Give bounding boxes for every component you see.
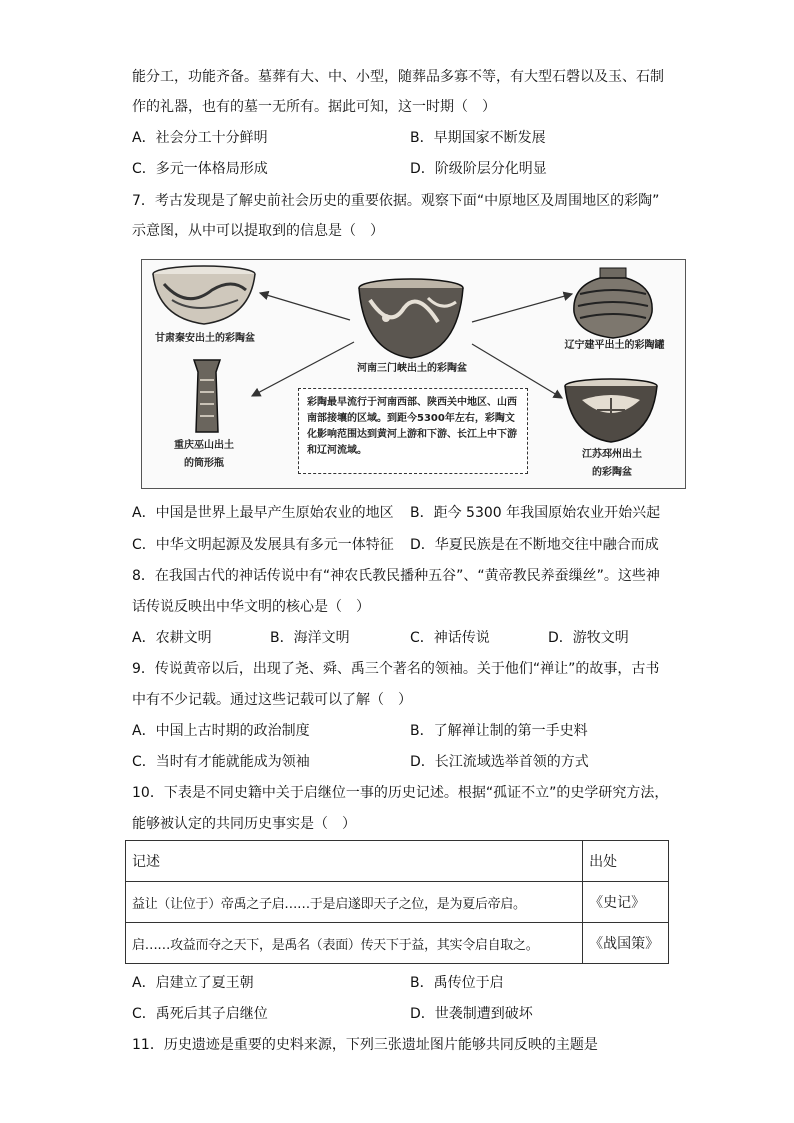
q6-line-2: 作的礼器，也有的墓一无所有。据此可知，这一时期（ ）: [132, 99, 496, 115]
q9-line-2: 中有不少记载。通过这些记载可以了解（ ）: [132, 692, 412, 708]
caption-jiangsu-1: 江苏邳州出土: [582, 449, 642, 460]
q8-option-b: B．海洋文明: [270, 630, 350, 646]
q10-option-c: C．禹死后其子启继位: [132, 1006, 268, 1022]
table-cell-record: 启……攻益而夺之天下，是禹名（表面）传天下于益，其实令启自取之。: [126, 923, 583, 964]
q8-line-2: 话传说反映出中华文明的核心是（ ）: [132, 599, 370, 615]
q9-option-a: A．中国上古时期的政治制度: [132, 723, 310, 739]
q8-option-a: A．农耕文明: [132, 630, 212, 646]
q6-option-b: B．早期国家不断发展: [410, 130, 546, 146]
caption-henan: 河南三门峡出土的彩陶盆: [357, 363, 467, 374]
q10-line-1: 10．下表是不同史籍中关于启继位一事的历史记述。根据“孤证不立”的史学研究方法，: [132, 785, 669, 801]
caption-gansu: 甘肃秦安出土的彩陶盆: [155, 333, 255, 344]
q7-option-d: D．华夏民族是在不断地交往中融合而成: [410, 537, 659, 553]
q9-line-1: 9．传说黄帝以后，出现了尧、舜、禹三个著名的领袖。关于他们“禅让”的故事，古书: [132, 661, 660, 677]
table-header-row: [126, 841, 669, 882]
q6-option-c: C．多元一体格局形成: [132, 161, 268, 177]
sources-table: [125, 840, 669, 964]
q8-option-d: D．游牧文明: [548, 630, 629, 646]
gansu-bowl-image: [153, 266, 255, 324]
table-header-record: 记述: [126, 841, 583, 882]
caption-chongqing-2: 的筒形瓶: [184, 458, 224, 469]
chongqing-vase-image: [194, 360, 220, 432]
table-row: [126, 923, 669, 964]
caption-chongqing-1: 重庆巫山出土: [174, 440, 234, 451]
q9-option-d: D．长江流域选举首领的方式: [410, 754, 589, 770]
q9-option-c: C．当时有才能就能成为领袖: [132, 754, 310, 770]
jiangsu-bowl-image: [565, 379, 657, 442]
arrow-to-gansu: [260, 293, 350, 320]
q8-line-1: 8．在我国古代的神话传说中有“神农氏教民播种五谷”、“黄帝教民养蚕缫丝”。这些神: [132, 568, 660, 584]
q11-line-1: 11．历史遗迹是重要的史料来源，下列三张遗址图片能够共同反映的主题是: [132, 1037, 598, 1053]
q7-option-b: B．距今 5300 年我国原始农业开始兴起: [410, 505, 661, 521]
q7-line-1: 7．考古发现是了解史前社会历史的重要依据。观察下面“中原地区及周围地区的彩陶”: [132, 193, 660, 209]
painted-pottery-figure: [141, 259, 686, 489]
table-cell-source: 《战国策》: [583, 923, 669, 964]
pottery-info-box: 彩陶最早流行于河南西部、陕西关中地区、山西南部接壤的区域。到距今5300年左右，彩陶文化影响范围达到黄河上游和下游、长江上中下游和辽河流域。: [298, 388, 528, 474]
q10-option-a: A．启建立了夏王朝: [132, 975, 254, 991]
q6-option-a: A．社会分工十分鲜明: [132, 130, 268, 146]
table-cell-source: 《史记》: [583, 882, 669, 923]
table-row: [126, 882, 669, 923]
q10-line-2: 能够被认定的共同历史事实是（ ）: [132, 816, 356, 832]
q8-option-c: C．神话传说: [410, 630, 490, 646]
q6-option-d: D．阶级阶层分化明显: [410, 161, 547, 177]
q9-option-b: B．了解禅让制的第一手史料: [410, 723, 588, 739]
q7-line-2: 示意图，从中可以提取到的信息是（ ）: [132, 223, 384, 239]
henan-bowl-image: [359, 279, 463, 358]
caption-liaoning: 辽宁建平出土的彩陶罐: [564, 340, 665, 351]
caption-jiangsu-2: 的彩陶盆: [592, 467, 632, 478]
arrow-to-liaoning: [472, 294, 572, 322]
q7-option-c: C．中华文明起源及发展具有多元一体特征: [132, 537, 394, 553]
q10-option-b: B．禹传位于启: [410, 975, 504, 991]
q6-line-1: 能分工，功能齐备。墓葬有大、中、小型，随葬品多寡不等，有大型石磬以及玉、石制: [132, 69, 664, 85]
liaoning-jar-image: [574, 268, 652, 338]
q10-option-d: D．世袭制遭到破坏: [410, 1006, 533, 1022]
q7-option-a: A．中国是世界上最早产生原始农业的地区: [132, 505, 394, 521]
table-header-source: 出处: [583, 841, 669, 882]
table-cell-record: 益让（让位于）帝禹之子启……于是启遂即天子之位，是为夏后帝启。: [126, 882, 583, 923]
